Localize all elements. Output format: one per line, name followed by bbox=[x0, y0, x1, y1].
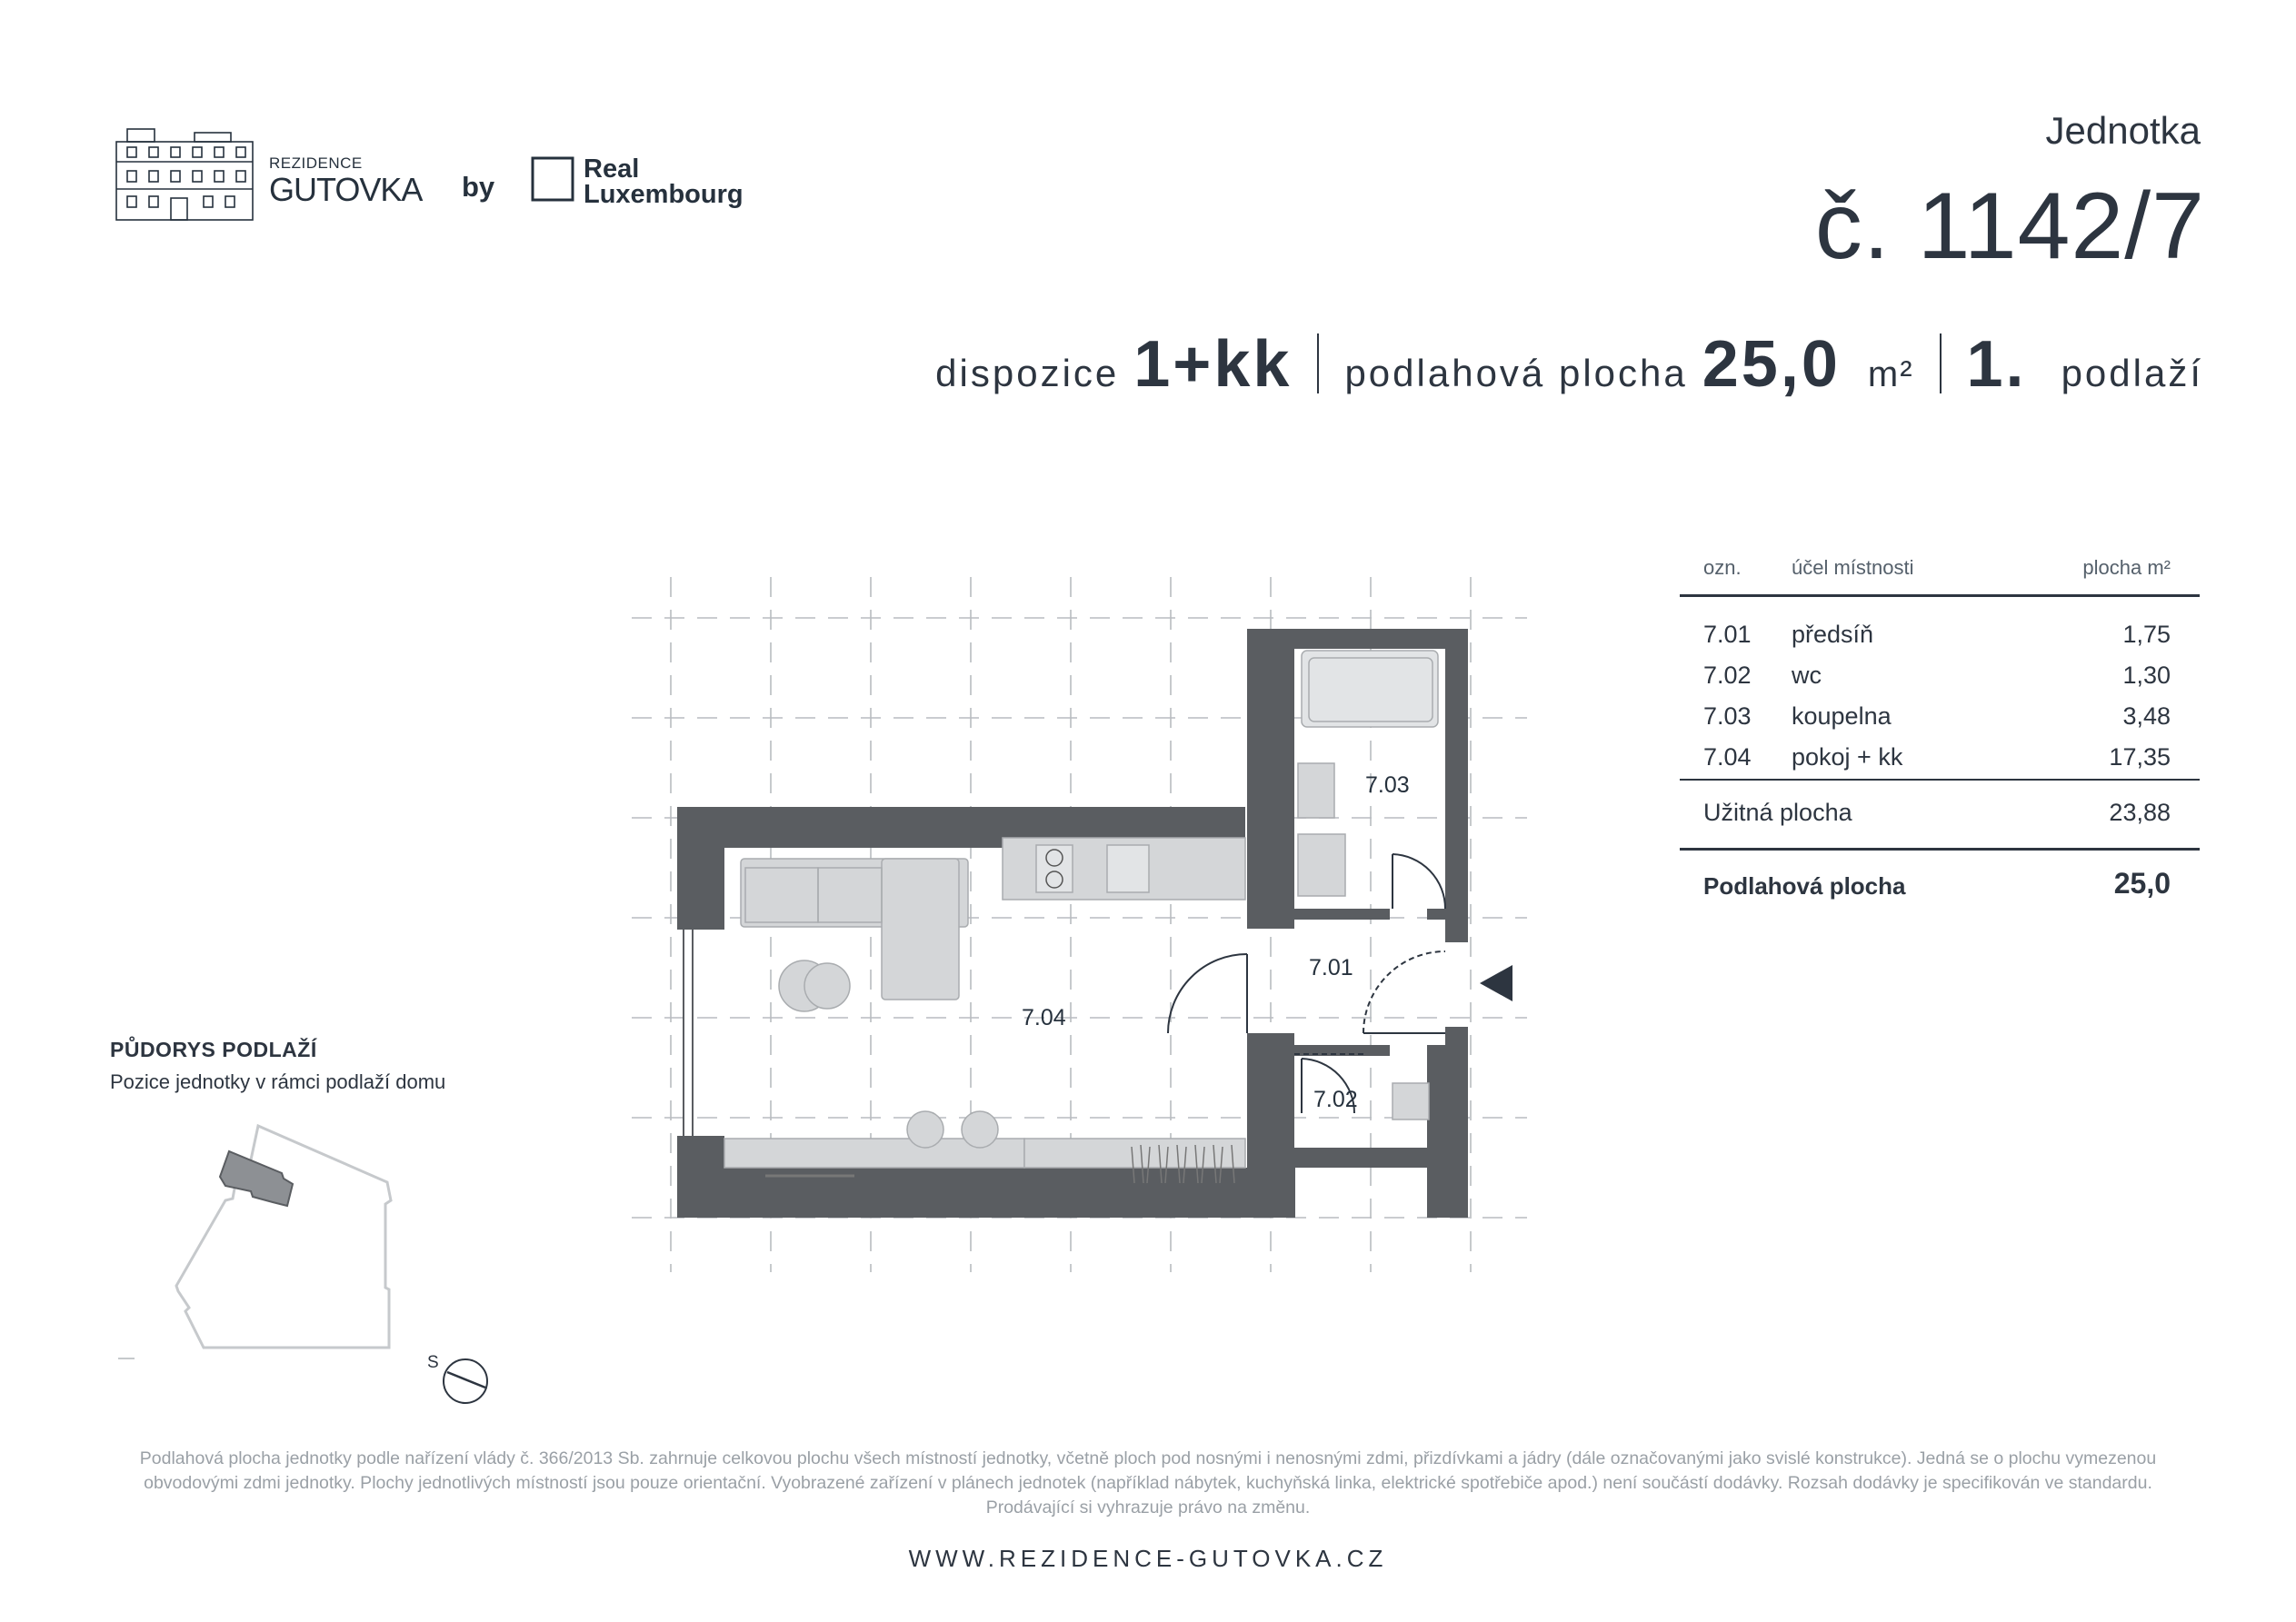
table-row bbox=[1680, 732, 2200, 773]
washing-machine bbox=[1298, 834, 1345, 896]
table-row bbox=[1680, 651, 2200, 692]
floor-position-subtitle: Pozice jednotky v rámci podlaží domu bbox=[110, 1070, 446, 1093]
bathtub bbox=[1302, 651, 1438, 727]
toilet bbox=[1393, 1083, 1429, 1119]
floor-label: podlaží bbox=[2061, 352, 2203, 394]
unit-label: Jednotka bbox=[2045, 109, 2201, 152]
area-label: podlahová plocha bbox=[1344, 352, 1688, 394]
partner-name bbox=[584, 156, 744, 207]
usable-area-row bbox=[1680, 781, 2200, 848]
header-logo bbox=[113, 125, 749, 233]
total-area-label: Podlahová plocha bbox=[1703, 872, 1906, 900]
entrance-arrow-icon bbox=[1480, 965, 1512, 1001]
summary-divider bbox=[1940, 333, 1942, 393]
website-link[interactable]: WWW.REZIDENCE-GUTOVKA.CZ bbox=[908, 1545, 1388, 1572]
room-code: 7.03 bbox=[1703, 702, 1752, 730]
area-value: 25,0 bbox=[1702, 328, 1841, 401]
unit-summary bbox=[935, 327, 2203, 400]
mini-floor-plan bbox=[109, 1113, 509, 1404]
total-area-row bbox=[1680, 851, 2200, 918]
window bbox=[684, 930, 693, 1136]
logo-by: by bbox=[462, 171, 495, 203]
usable-area-label: Užitná plocha bbox=[1703, 799, 1852, 826]
room-area: 17,35 bbox=[2109, 743, 2171, 771]
header-area: plocha m² bbox=[2082, 556, 2171, 579]
header-room: účel místnosti bbox=[1792, 556, 1914, 579]
room-label-7-03: 7.03 bbox=[1365, 772, 1410, 798]
floor-value: 1. bbox=[1966, 328, 2027, 401]
table-header bbox=[1680, 545, 2200, 594]
room-label-7-04: 7.04 bbox=[1022, 1005, 1066, 1030]
summary-divider bbox=[1317, 333, 1319, 393]
room-label-7-01: 7.01 bbox=[1309, 955, 1353, 980]
compass-icon bbox=[444, 1359, 487, 1403]
room-name: wc bbox=[1792, 662, 1822, 689]
unit-number: č. 1142/7 bbox=[1814, 174, 2205, 279]
building-logo-icon bbox=[113, 125, 258, 225]
logo-text-small: REZIDENCE bbox=[269, 154, 363, 172]
floor-plan bbox=[618, 563, 1563, 1290]
chaise bbox=[882, 859, 959, 1000]
cooktop bbox=[1036, 845, 1073, 892]
floor-position-title: PŮDORYS PODLAŽÍ bbox=[110, 1038, 317, 1061]
logo-text-big: GUTOVKA bbox=[269, 171, 423, 208]
sink bbox=[1107, 845, 1149, 892]
room-name: pokoj + kk bbox=[1792, 743, 1903, 771]
room-code: 7.04 bbox=[1703, 743, 1752, 771]
partner-logo-icon bbox=[531, 156, 574, 202]
room-area: 1,75 bbox=[2122, 621, 2171, 648]
usable-area-value: 23,88 bbox=[2109, 799, 2171, 826]
disposition-label: dispozice bbox=[935, 352, 1120, 394]
room-table bbox=[1680, 545, 2200, 918]
table-row bbox=[1680, 610, 2200, 651]
room-area: 1,30 bbox=[2122, 662, 2171, 689]
room-area: 3,48 bbox=[2122, 702, 2171, 730]
washbasin bbox=[1298, 763, 1334, 818]
room-label-7-02: 7.02 bbox=[1313, 1087, 1358, 1112]
header-code: ozn. bbox=[1703, 556, 1742, 579]
room-code: 7.01 bbox=[1703, 621, 1752, 648]
disclaimer-text: Podlahová plocha jednotky podle nařízení vlády č. 366/2013 Sb. zahrnuje celkovou plochu všech místností jednotky, včetně ploch pod nosnými i nenosnými zdmi, přizdívkami a jádry (dále označovanými jako svislé konstrukce). Jedná se o plochu vymezenou obvodovými zdmi jednotky. Plochy jednotlivých místností jsou pouze orientační. Vyobrazené zařízení v plánech jednotek (například nábytek, kuchyňská linka, elektrické spotřebiče apod.) není součástí dodávky. Rozsah dodávky je specifikován ve standardu. Prodávající si vyhrazuje právo na změnu. bbox=[139, 1448, 2157, 1518]
table-row bbox=[1680, 692, 2200, 732]
room-name: koupelna bbox=[1792, 702, 1892, 730]
total-area-value: 25,0 bbox=[2113, 867, 2171, 900]
area-unit: m² bbox=[1867, 354, 1914, 394]
disposition-value: 1+kk bbox=[1133, 328, 1293, 401]
partner-line-1: Real bbox=[584, 154, 640, 184]
room-code: 7.02 bbox=[1703, 662, 1752, 689]
room-name: předsíň bbox=[1792, 621, 1874, 648]
partner-line-2: Luxembourg bbox=[584, 180, 744, 209]
compass-letter: S bbox=[427, 1353, 439, 1372]
building-outline bbox=[176, 1126, 391, 1348]
